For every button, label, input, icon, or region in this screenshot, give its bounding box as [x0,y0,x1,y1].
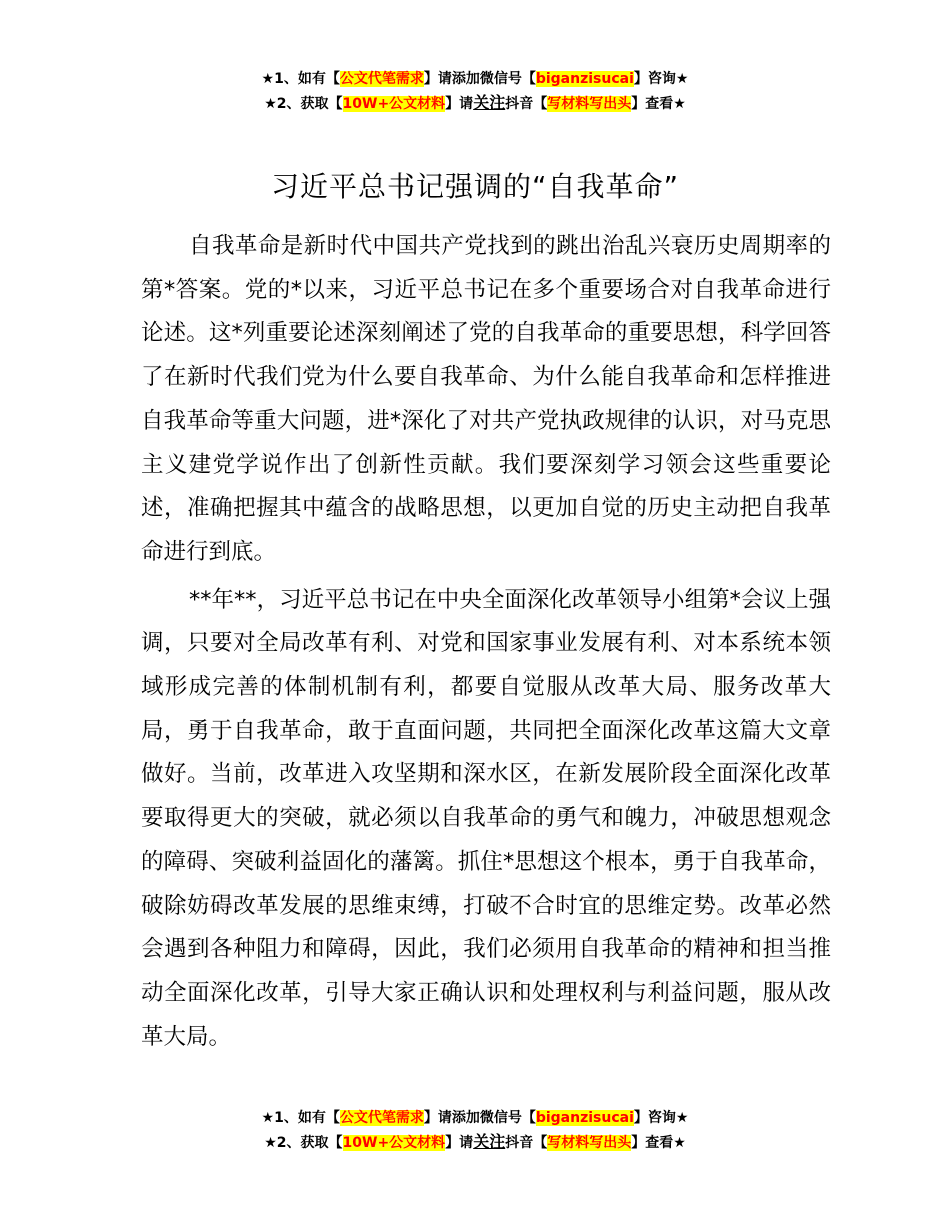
banner-text: 抖音【 [505,96,548,112]
banner-text: 抖音【 [505,1135,548,1151]
paragraph: 自我革命是新时代中国共产党找到的跳出治乱兴衰历史周期率的第*答案。党的*以来，习近平总书记在多个重要场合对自我革命进行论述。这*列重要论述深刻阐述了党的自我革命的重要思想，科学回答了在新时代我们党为什么要自我革命、为什么能自我革命和怎样推进自我革命等重大问题，进*深化了对共产党执政规律的认识，对马克思主义建党学说作出了创新性贡献。我们要深刻学习领会这些重要论述，准确把握其中蕴含的战略思想，以更加自觉的历史主动把自我革命进行到底。 [141,233,831,565]
banner-highlight: 写材料写出头 [547,1135,632,1151]
banner-text: ★1、如有【 [261,1110,340,1126]
banner-underlined-text: 关注 [473,1132,506,1151]
banner-highlight: 公文代笔需求 [339,71,424,87]
banner-text: 】咨询★ [633,1110,689,1126]
banner-highlight: 写材料写出头 [547,96,632,112]
footer-banner [0,1107,950,1155]
banner-highlight: biganzisucai [535,1110,634,1126]
banner-line-2 [0,91,950,116]
banner-text: 】查看★ [631,96,686,112]
banner-highlight: 公文代笔需求 [339,1110,424,1126]
banner-text: ★2、获取【 [264,96,343,112]
banner-text: 】咨询★ [633,71,689,87]
banner-underlined-text: 关注 [473,93,506,112]
banner-text: 】请添加微信号【 [423,1110,536,1126]
banner-text: ★1、如有【 [261,71,340,87]
banner-line-1 [0,1107,950,1130]
header-banner [0,68,950,116]
banner-text: ★2、获取【 [264,1135,343,1151]
banner-highlight: 10W+公文材料 [342,96,446,112]
banner-highlight: biganzisucai [535,71,634,87]
banner-text: 】请 [445,1135,474,1151]
banner-text: 】请 [445,96,474,112]
banner-text: 】查看★ [631,1135,686,1151]
document-title: 习近平总书记强调的“自我革命” [270,170,679,203]
document-body [141,225,831,1059]
paragraph: **年**，习近平总书记在中央全面深化改革领导小组第*会议上强调，只要对全局改革有利、对党和国家事业发展有利、对本系统本领域形成完善的体制机制有利，都要自觉服从改革大局、服务改革大局，勇于自我革命，敢于直面问题，共同把全面深化改革这篇大文章做好。当前，改革进入攻坚期和深水区，在新发展阶段全面深化改革要取得更大的突破，就必须以自我革命的勇气和魄力，冲破思想观念的障碍、突破利益固化的藩篱。抓住*思想这个根本，勇于自我革命，破除妨碍改革发展的思维束缚，打破不合时宜的思维定势。改革必然会遇到各种阻力和障碍，因此，我们必须用自我革命的精神和担当推动全面深化改革，引导大家正确认识和处理权利与利益问题，服从改革大局。 [141,586,831,1050]
banner-highlight: 10W+公文材料 [342,1135,446,1151]
banner-line-1 [0,68,950,91]
banner-text: 】请添加微信号【 [423,71,536,87]
banner-line-2 [0,1130,950,1155]
